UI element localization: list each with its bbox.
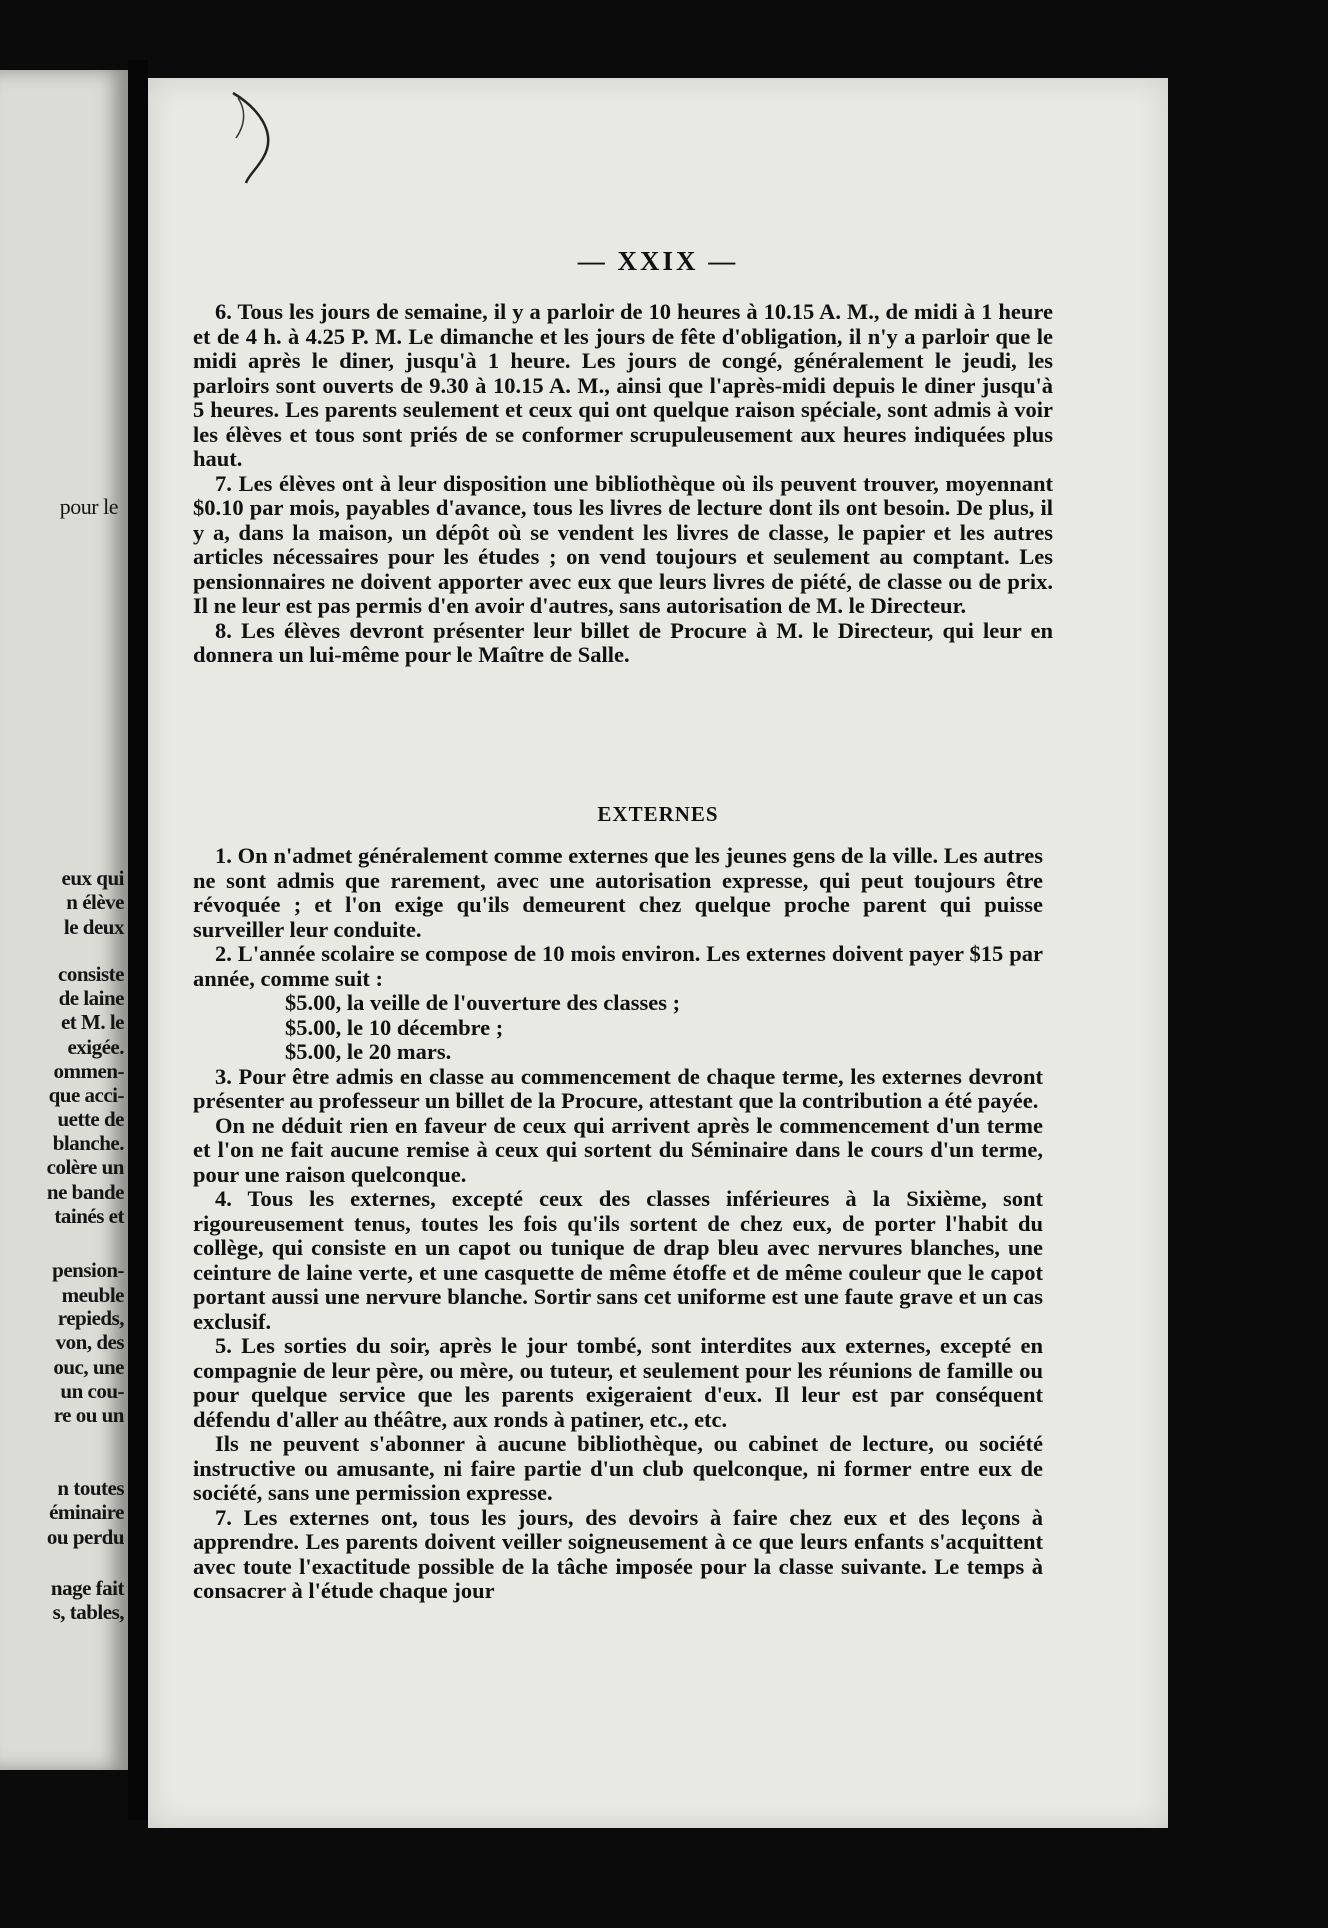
paragraph-annee-scolaire: 2. L'année scolaire se compose de 10 mois environ. Les externes doivent payer $15 par année, comme suit : [193,941,1043,991]
fee-line: $5.00, le 10 décembre ; [285,1014,504,1040]
left-page-line: eux qui [61,866,124,890]
left-page-line: colère un [46,1155,124,1179]
left-page-line: pension- [52,1258,124,1282]
paragraph-uniforme: 4. Tous les externes, excepté ceux des classes inférieures à la Sixième, sont rigoureusement tenus, toutes les fois qu'ils sortent de chez eux, de porter l'habit du collège, qui consiste en un capot ou tunique de drap bleu avec nervures blanches, une ceinture de laine verte, et une casquette de même étoffe et de même couleur que le capot portant aussi une nervure blanche. Sortir sans cet uniforme est une faute grave et un cas exclusif. [193,1186,1043,1334]
left-page-line: pour le [59,494,118,519]
left-page-line: n élève [66,890,124,914]
paragraph-abonnement: Ils ne peuvent s'abonner à aucune bibliothèque, ou cabinet de lecture, ou société instructive ou amusante, ni faire partie d'un club quelconque, ni former entre eux de société, sans une permission expresse. [193,1431,1043,1505]
left-page-line: blanche. [52,1131,124,1155]
left-page-line: de laine [58,986,124,1010]
left-page-line: n toutes [57,1476,124,1500]
paragraph-admission-classe: 3. Pour être admis en classe au commencement de chaque terme, les externes devront présenter au professeur un billet de la Procure, attestant que la contribution a été payée. [193,1063,1043,1113]
section-regulations [193,300,1053,668]
paragraph-procure: 8. Les élèves devront présenter leur billet de Procure à M. le Directeur, qui leur en donnera un lui-même pour le Maître de Salle. [193,617,1053,667]
left-page-line: consiste [58,962,124,986]
left-page-line: von, des [55,1330,124,1354]
left-page-line: re ou un [53,1403,124,1427]
left-page-line: un cou- [60,1379,124,1403]
pen-mark-decoration [218,88,298,188]
document-page [148,78,1168,1828]
left-page-line: le deux [63,915,124,939]
left-page-line: exigée. [67,1035,124,1059]
left-page-line: que acci- [48,1083,124,1107]
left-page-line: ne bande [46,1180,124,1204]
paragraph-parloir: 6. Tous les jours de semaine, il y a parloir de 10 heures à 10.15 A. M., de midi à 1 heure et de 4 h. à 4.25 P. M. Le dimanche et les jours de fête d'obligation, il n'y a parloir que le midi après le diner, jusqu'à 1 heure. Les jours de congé, généralement le jeudi, les parloirs sont ouverts de 9.30 à 10.15 A. M., ainsi que l'après-midi depuis le diner jusqu'à 5 heures. Les parents seulement et ceux qui ont quelque raison spéciale, sont admis à voir les élèves et tous sont priés de se conformer scrupuleusement aux heures indiquées plus haut. [193,299,1053,471]
book-gutter [128,60,148,1820]
fee-line: $5.00, la veille de l'ouverture des classes ; [285,990,681,1015]
left-page-line: tainés et [54,1204,124,1228]
left-page-line: et M. le [60,1010,124,1034]
fee-line: $5.00, le 20 mars. [285,1039,452,1064]
left-page-fragment [0,70,128,1770]
left-page-line: uette de [57,1107,124,1131]
paragraph-devoirs: 7. Les externes ont, tous les jours, des devoirs à faire chez eux et des leçons à apprendre. Les parents doivent veiller soigneusement à ce que leurs enfants s'acquittent avec toute l'exactitude possible de la tâche imposée pour la classe suivante. Le temps à consacrer à l'étude chaque jour [193,1504,1043,1603]
left-page-line: meuble [61,1283,124,1307]
page-number: — XXIX — [577,246,739,276]
left-page-line: repieds, [57,1306,124,1330]
left-page-line: nage fait [50,1576,124,1600]
paragraph-admission: 1. On n'admet généralement comme externes que les jeunes gens de la ville. Les autres ne sont admis que rarement, avec une autorisation expresse, qui peut toujours être révoquée ; et l'on exige qu'ils demeurent chez quelque proche parent qui puisse surveiller leur conduite. [193,843,1043,942]
section-heading-externes: EXTERNES [597,802,719,826]
left-page-line: ommen- [53,1059,124,1083]
left-page-line: éminaire [49,1500,124,1524]
section-externes [193,844,1043,1604]
left-page-line: ou perdu [46,1525,124,1549]
paragraph-sorties: 5. Les sorties du soir, après le jour tombé, sont interdites aux externes, excepté en compagnie de leur père, ou mère, ou tuteur, et seulement pour les réunions de famille ou pour quelque service que les parents exigeraient d'eux. Il leur est par conséquent défendu d'aller au théâtre, aux ronds à patiner, etc., etc. [193,1333,1043,1432]
left-page-line: s, tables, [52,1600,124,1624]
paragraph-bibliotheque: 7. Les élèves ont à leur disposition une bibliothèque où ils peuvent trouver, moyennant $0.10 par mois, payables d'avance, tous les livres de lecture dont ils ont besoin. De plus, il y a, dans la maison, un dépôt où se vendent les livres de classe, le papier et les autres articles nécessaires pour les études ; on vend toujours et seulement au comptant. Les pensionnaires ne doivent apporter avec eux que leurs livres de piété, de classe ou de prix. Il ne leur est pas permis d'en avoir d'autres, sans autorisation de M. le Directeur. [193,470,1053,618]
left-page-line: ouc, une [53,1355,124,1379]
paragraph-remise: On ne déduit rien en faveur de ceux qui arrivent après le commencement d'un terme et l'on ne fait aucune remise à ceux qui sortent du Séminaire dans le cours d'un terme, pour une raison quelconque. [193,1112,1043,1187]
